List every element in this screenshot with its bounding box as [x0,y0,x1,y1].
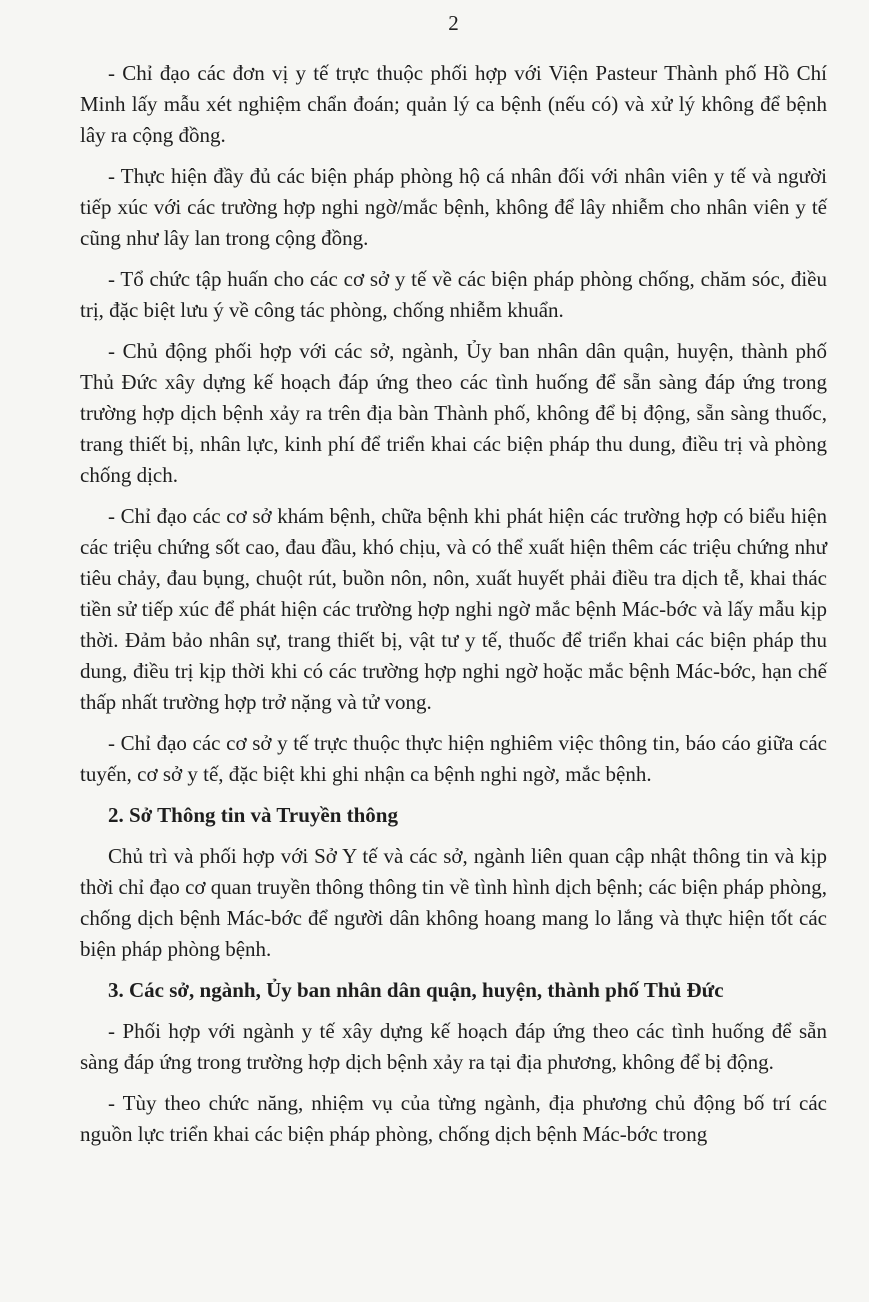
section-heading: 3. Các sở, ngành, Ủy ban nhân dân quận, huyện, thành phố Thủ Đức [108,978,724,1002]
paragraph: - Chỉ đạo các cơ sở khám bệnh, chữa bệnh khi phát hiện các trường hợp có biểu hiện các triệu chứng sốt cao, đau đầu, khó chịu, và có thể xuất hiện thêm các triệu chứng như tiêu chảy, đau bụng, chuột rút, buồn nôn, nôn, xuất huyết phải điều tra dịch tễ, khai thác tiền sử tiếp xúc để phát hiện các trường hợp nghi ngờ mắc bệnh Mác-bớc và lấy mẫu kịp thời. Đảm bảo nhân sự, trang thiết bị, vật tư y tế, thuốc để triển khai các biện pháp thu dung, điều trị kịp thời khi có các trường hợp nghi ngờ hoặc mắc bệnh Mác-bớc, hạn chế thấp nhất trường hợp trở nặng và tử vong. [80,504,827,714]
page-number: 2 [448,11,459,35]
paragraph: - Chỉ đạo các đơn vị y tế trực thuộc phối hợp với Viện Pasteur Thành phố Hồ Chí Minh lấy mẫu xét nghiệm chẩn đoán; quản lý ca bệnh (nếu có) và xử lý không để bệnh lây ra cộng đồng. [80,61,827,147]
paragraph: - Thực hiện đầy đủ các biện pháp phòng hộ cá nhân đối với nhân viên y tế và người tiếp xúc với các trường hợp nghi ngờ/mắc bệnh, không để lây nhiễm cho nhân viên y tế cũng như lây lan trong cộng đồng. [80,164,827,250]
paragraph: - Tổ chức tập huấn cho các cơ sở y tế về các biện pháp phòng chống, chăm sóc, điều trị, đặc biệt lưu ý về công tác phòng, chống nhiễm khuẩn. [80,267,827,322]
paragraph: Chủ trì và phối hợp với Sở Y tế và các sở, ngành liên quan cập nhật thông tin và kịp thời chỉ đạo cơ quan truyền thông thông tin về tình hình dịch bệnh; các biện pháp phòng, chống dịch bệnh Mác-bớc để người dân không hoang mang lo lắng và thực hiện tốt các biện pháp phòng bệnh. [80,844,827,961]
paragraph: - Tùy theo chức năng, nhiệm vụ của từng ngành, địa phương chủ động bố trí các nguồn lực triển khai các biện pháp phòng, chống dịch bệnh Mác-bớc trong [80,1091,827,1146]
paragraph: - Phối hợp với ngành y tế xây dựng kế hoạch đáp ứng theo các tình huống để sẵn sàng đáp ứng trong trường hợp dịch bệnh xảy ra tại địa phương, không để bị động. [80,1019,827,1074]
paragraph: - Chủ động phối hợp với các sở, ngành, Ủy ban nhân dân quận, huyện, thành phố Thủ Đức xây dựng kế hoạch đáp ứng theo các tình huống để sẵn sàng đáp ứng trong trường hợp dịch bệnh xảy ra trên địa bàn Thành phố, không để bị động, sẵn sàng thuốc, trang thiết bị, nhân lực, kinh phí để triển khai các biện pháp thu dung, điều trị và phòng chống dịch. [80,339,827,487]
paragraph: - Chỉ đạo các cơ sở y tế trực thuộc thực hiện nghiêm việc thông tin, báo cáo giữa các tuyến, cơ sở y tế, đặc biệt khi ghi nhận ca bệnh nghi ngờ, mắc bệnh. [80,731,827,786]
section-heading: 2. Sở Thông tin và Truyền thông [108,803,398,827]
